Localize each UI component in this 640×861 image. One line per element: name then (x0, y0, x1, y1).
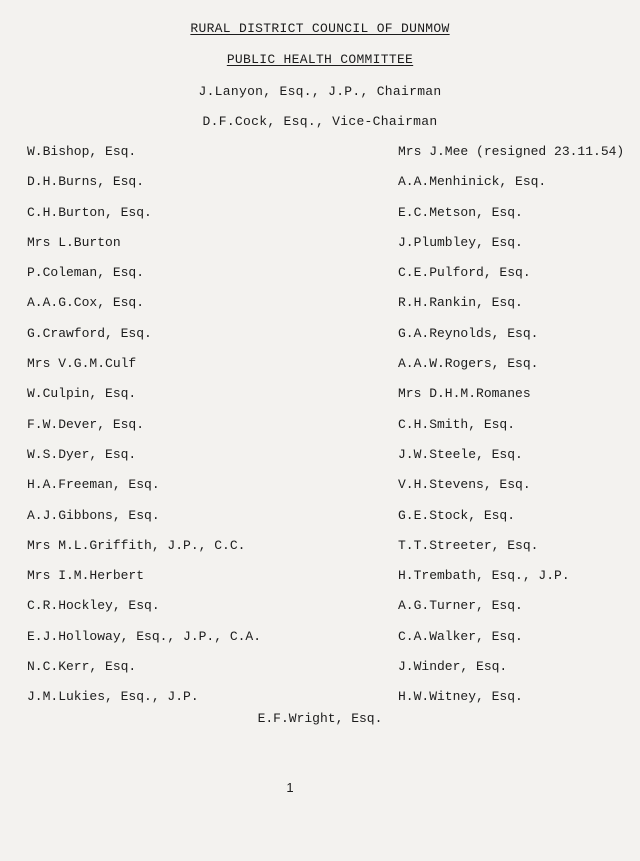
member-name: Mrs I.M.Herbert (27, 568, 145, 584)
member-name: Mrs L.Burton (27, 234, 121, 250)
member-name: Mrs D.H.M.Romanes (398, 386, 531, 402)
member-name: H.A.Freeman, Esq. (27, 477, 160, 493)
member-name: C.R.Hockley, Esq. (27, 598, 160, 614)
member-name: J.M.Lukies, Esq., J.P. (27, 689, 199, 705)
member-name: N.C.Kerr, Esq. (27, 659, 137, 675)
member-name: C.A.Walker, Esq. (398, 628, 523, 644)
member-name: V.H.Stevens, Esq. (398, 477, 531, 493)
member-name: R.H.Rankin, Esq. (398, 295, 523, 311)
chairman-line: J.Lanyon, Esq., J.P., Chairman (198, 84, 442, 99)
member-name: J.Plumbley, Esq. (398, 234, 523, 250)
member-name: G.Crawford, Esq. (27, 325, 152, 341)
council-title: RURAL DISTRICT COUNCIL OF DUNMOW (190, 21, 450, 36)
page-number: 1 (286, 780, 294, 795)
member-name: F.W.Dever, Esq. (27, 416, 145, 432)
member-name: A.A.G.Cox, Esq. (27, 295, 145, 311)
final-member-name: E.F.Wright, Esq. (257, 711, 383, 726)
member-name: A.A.W.Rogers, Esq. (398, 356, 539, 372)
member-name: D.H.Burns, Esq. (27, 174, 145, 190)
member-name: E.J.Holloway, Esq., J.P., C.A. (27, 628, 262, 644)
member-name: H.W.Witney, Esq. (398, 689, 523, 705)
member-name: T.T.Streeter, Esq. (398, 537, 539, 553)
member-name: G.E.Stock, Esq. (398, 507, 516, 523)
member-name: Mrs V.G.M.Culf (27, 356, 137, 372)
member-name: H.Trembath, Esq., J.P. (398, 568, 570, 584)
member-name: C.H.Smith, Esq. (398, 416, 516, 432)
member-name: E.C.Metson, Esq. (398, 204, 523, 220)
member-name: J.Winder, Esq. (398, 659, 508, 675)
committee-title: PUBLIC HEALTH COMMITTEE (226, 52, 414, 67)
member-name: A.J.Gibbons, Esq. (27, 507, 160, 523)
members-right-column (398, 143, 638, 719)
member-name: Mrs M.L.Griffith, J.P., C.C. (27, 537, 246, 553)
members-left-column (27, 143, 327, 719)
member-name: P.Coleman, Esq. (27, 265, 145, 281)
member-name: A.G.Turner, Esq. (398, 598, 523, 614)
member-name: C.H.Burton, Esq. (27, 204, 152, 220)
member-name: A.A.Menhinick, Esq. (398, 174, 547, 190)
member-name: W.S.Dyer, Esq. (27, 446, 137, 462)
member-name: W.Bishop, Esq. (27, 144, 137, 159)
member-name: Mrs J.Mee (resigned 23.11.54) (398, 144, 625, 159)
member-name: J.W.Steele, Esq. (398, 446, 523, 462)
member-name: W.Culpin, Esq. (27, 386, 137, 402)
member-name: C.E.Pulford, Esq. (398, 265, 531, 281)
member-name: G.A.Reynolds, Esq. (398, 325, 539, 341)
vice-chairman-line: D.F.Cock, Esq., Vice-Chairman (202, 114, 438, 129)
